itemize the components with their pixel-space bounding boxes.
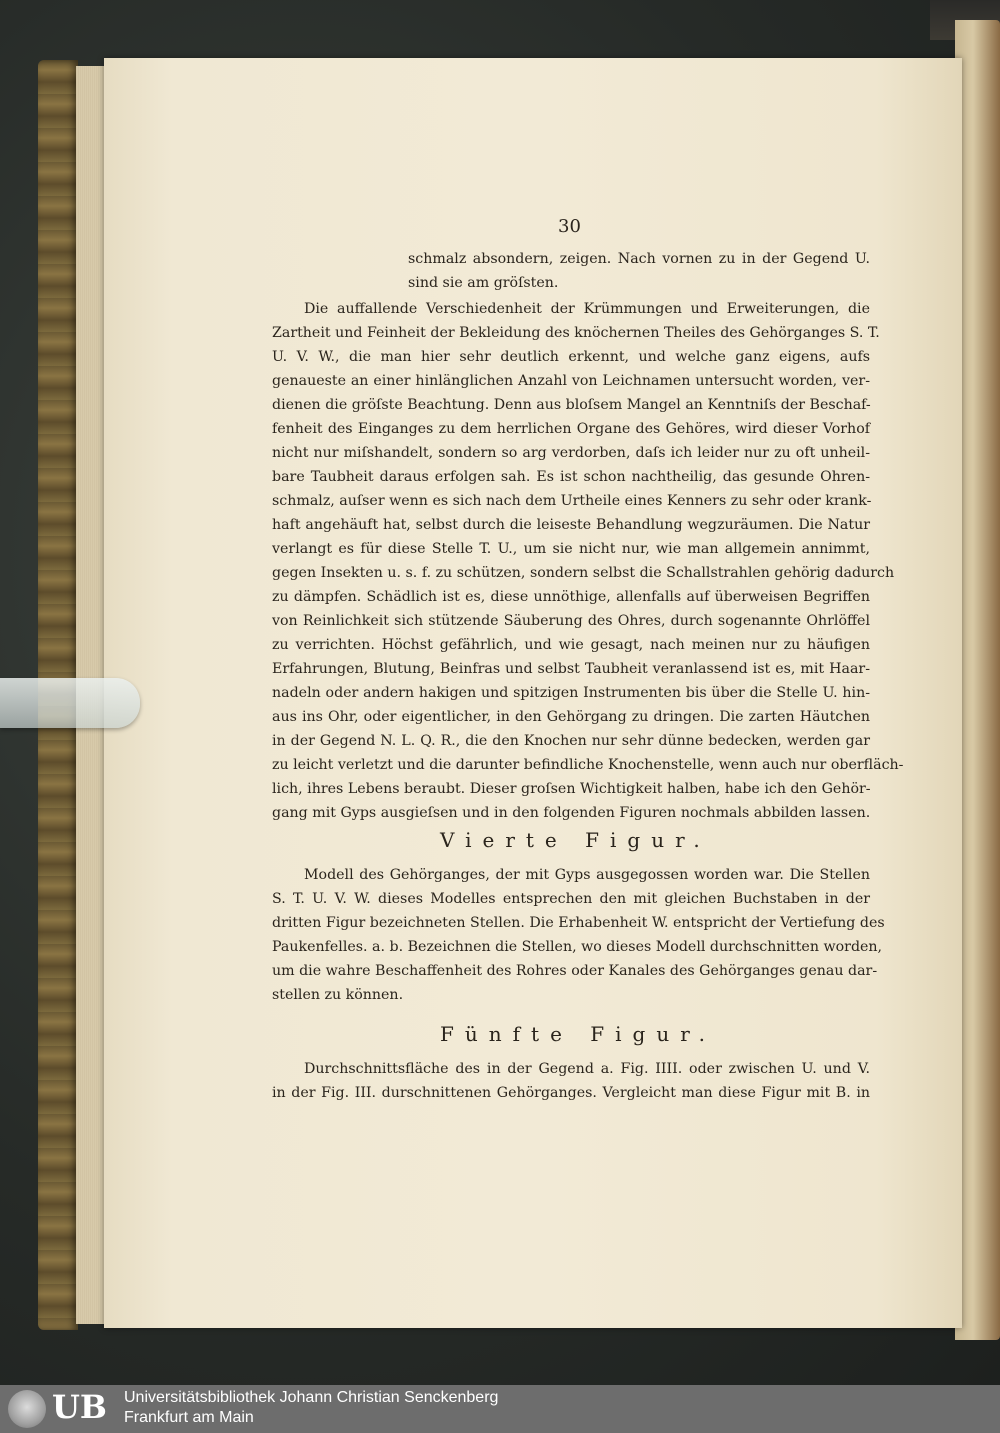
text-line: Durchschnittsfläche des in der Gegend a. Fig. IIII. oder zwischen U. und V. xyxy=(304,1061,870,1077)
text-line: Die auffallende Verschiedenheit der Krümmungen und Erweiterungen, die xyxy=(304,301,870,317)
glass-page-holder xyxy=(0,678,140,728)
text-line: schmalz, auſser wenn es sich nach dem Urtheile eines Kenners zu sehr oder krank- xyxy=(272,493,872,509)
library-footer xyxy=(0,1385,1000,1433)
text-line: Modell des Gehörganges, der mit Gyps ausgegossen worden war. Die Stellen xyxy=(304,867,870,883)
section-heading: Fünfte Figur. xyxy=(440,1022,716,1046)
text-line: fenheit des Einganges zu dem herrlichen Organe des Gehöres, wird dieser Vorhof xyxy=(272,421,870,437)
text-line: Zartheit und Feinheit der Bekleidung des knöchernen Theiles des Gehörganges S. T. xyxy=(272,325,880,341)
text-line: in der Gegend N. L. Q. R., die den Knochen nur sehr dünne bedecken, werden gar xyxy=(272,733,870,749)
ub-logo[interactable] xyxy=(8,1390,116,1428)
text-line: verlangt es für diese Stelle T. U., um sie nicht nur, wie man allgemein annimmt, xyxy=(272,541,870,557)
text-line: S. T. U. V. W. dieses Modelles entsprechen den mit gleichen Buchstaben in der xyxy=(272,891,870,907)
section-heading: Vierte Figur. xyxy=(440,828,711,852)
page-number: 30 xyxy=(558,216,581,237)
text-line: stellen zu können. xyxy=(272,987,404,1003)
portrait-icon xyxy=(8,1390,46,1428)
text-line: zu leicht verletzt und die darunter befindliche Knochenstelle, wenn auch nur oberfläch- xyxy=(272,757,904,773)
text-line: nadeln oder andern hakigen und spitzigen Instrumenten bis über die Stelle U. hin- xyxy=(272,685,870,701)
text-line: nicht nur miſshandelt, sondern so arg verdorben, daſs ich leider nur zu oft unheil- xyxy=(272,445,870,461)
text-line: bare Taubheit daraus erfolgen sah. Es ist schon nachtheilig, das gesunde Ohren- xyxy=(272,469,870,485)
text-line: um die wahre Beschaffenheit des Rohres oder Kanales des Gehörganges genau dar- xyxy=(272,963,878,979)
text-line: sind sie am gröſsten. xyxy=(408,275,559,291)
text-line: schmalz absondern, zeigen. Nach vornen zu in der Gegend U. xyxy=(408,251,870,267)
text-line: Paukenfelles. a. b. Bezeichnen die Stellen, wo dieses Modell durchschnitten worden, xyxy=(272,939,883,955)
text-line: Erfahrungen, Blutung, Beinfras und selbst Taubheit veranlassend ist es, mit Haar- xyxy=(272,661,870,677)
book-page xyxy=(104,58,962,1328)
text-line: U. V. W., die man hier sehr deutlich erkennt, und welche ganz eigens, aufs xyxy=(272,349,870,365)
text-line: dienen die gröſste Beachtung. Denn aus bloſsem Mangel an Kenntniſs der Beschaf- xyxy=(272,397,871,413)
library-name[interactable]: Universitätsbibliothek Johann Christian Senckenberg xyxy=(124,1389,499,1406)
text-line: von Reinlichkeit sich stützende Säuberung des Ohres, durch sogenannte Ohrlöffel xyxy=(272,613,870,629)
text-line: aus ins Ohr, oder eigentlicher, in den Gehörgang zu dringen. Die zarten Häutchen xyxy=(272,709,870,725)
text-line: zu dämpfen. Schädlich ist es, diese unnöthige, allenfalls auf überweisen Begriffen xyxy=(272,589,870,605)
text-line: dritten Figur bezeichneten Stellen. Die Erhabenheit W. entspricht der Vertiefung des xyxy=(272,915,885,931)
text-line: gang mit Gyps ausgieſsen und in den folgenden Figuren nochmals abbilden lassen. xyxy=(272,805,871,821)
ub-logo-text: UB xyxy=(52,1388,107,1426)
text-line: gegen Insekten u. s. f. zu schützen, sondern selbst die Schallstrahlen gehörig dadurch xyxy=(272,565,895,581)
text-line: lich, ihres Lebens beraubt. Dieser groſsen Wichtigkeit halben, habe ich den Gehör- xyxy=(272,781,871,797)
text-line: genaueste an einer hinlänglichen Anzahl von Leichnamen untersucht worden, ver- xyxy=(272,373,870,389)
text-line: in der Fig. III. durschnittenen Gehörganges. Vergleicht man diese Figur mit B. in xyxy=(272,1085,870,1101)
text-line: zu verrichten. Höchst gefährlich, und wie gesagt, nach meinen nur zu häufigen xyxy=(272,637,870,653)
text-line: haft angehäuft hat, selbst durch die leiseste Behandlung wegzuräumen. Die Natur xyxy=(272,517,870,533)
library-city: Frankfurt am Main xyxy=(124,1409,254,1426)
